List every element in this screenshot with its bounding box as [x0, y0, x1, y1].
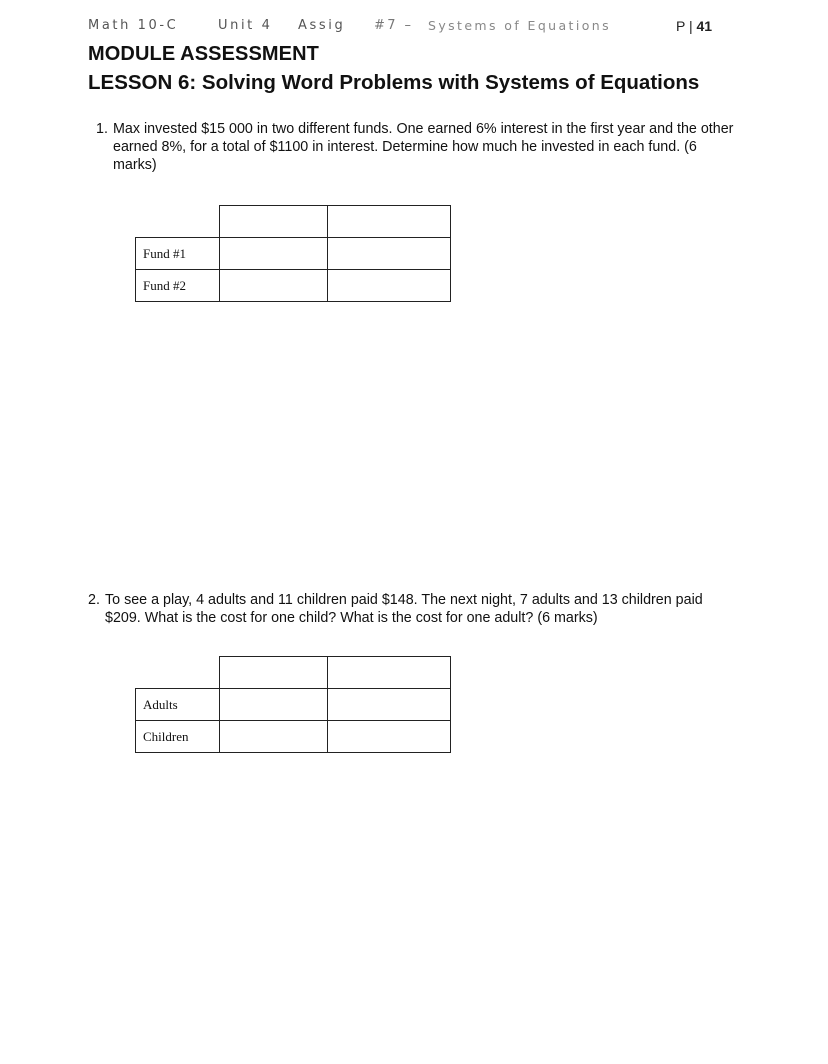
table-row: [136, 721, 451, 753]
table-cell[interactable]: [328, 689, 451, 721]
question-text: Max invested $15 000 in two different funds. One earned 6% interest in the first year and the other earned 8%, for a total of $1100 in interest. Determine how much he invested in each fund. (6 marks): [113, 121, 734, 173]
table-header-row: [136, 657, 451, 689]
table-cell[interactable]: [220, 657, 328, 689]
fund-table: [135, 205, 451, 302]
assignment-label: Assig: [298, 18, 346, 33]
row-label: Adults: [136, 689, 220, 721]
question-number: 2.: [88, 592, 100, 608]
table-row: [136, 238, 451, 270]
page-number-value: 41: [696, 18, 713, 34]
table-cell[interactable]: [220, 721, 328, 753]
table-row: [136, 270, 451, 302]
assignment-number: #7 –: [374, 18, 414, 33]
table-cell[interactable]: [328, 657, 451, 689]
table-cell[interactable]: [328, 721, 451, 753]
question-number: 1.: [96, 121, 108, 137]
table-cell[interactable]: [328, 238, 451, 270]
table-cell[interactable]: [220, 689, 328, 721]
table-corner: [136, 206, 220, 238]
module-title: MODULE ASSESSMENT: [88, 43, 319, 65]
question-2: [88, 592, 728, 628]
table-cell[interactable]: [220, 206, 328, 238]
page-header: [88, 16, 728, 38]
table-cell[interactable]: [328, 206, 451, 238]
unit-label: Unit 4: [218, 18, 273, 33]
lesson-title: LESSON 6: Solving Word Problems with Systems of Equations: [88, 71, 700, 94]
table-corner: [136, 657, 220, 689]
table-cell[interactable]: [220, 270, 328, 302]
page-number: [676, 18, 712, 34]
question-1: [96, 121, 736, 174]
question-text: To see a play, 4 adults and 11 children paid $148. The next night, 7 adults and 13 children paid $209. What is the cost for one child? What is the cost for one adult? (6 marks): [105, 592, 703, 626]
topic-label: Systems of Equations: [428, 18, 611, 33]
row-label: Fund #1: [136, 238, 220, 270]
row-label: Children: [136, 721, 220, 753]
table-row: [136, 689, 451, 721]
row-label: Fund #2: [136, 270, 220, 302]
table-cell[interactable]: [328, 270, 451, 302]
tickets-table: [135, 656, 451, 753]
course-name: Math 10-C: [88, 18, 179, 33]
table-cell[interactable]: [220, 238, 328, 270]
page-prefix: P |: [676, 18, 693, 34]
table-header-row: [136, 206, 451, 238]
